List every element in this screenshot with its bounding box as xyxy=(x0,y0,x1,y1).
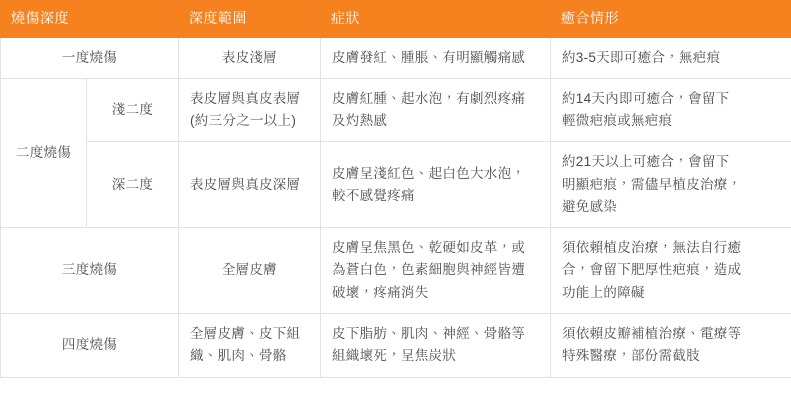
cell-degree-third: 三度燒傷 xyxy=(1,228,179,314)
cell-symptom-fourth xyxy=(321,313,551,377)
table-row xyxy=(1,78,791,142)
cell-healing-third xyxy=(551,228,791,314)
cell-symptom-third xyxy=(321,228,551,314)
text-line: 皮膚呈焦黑色、乾硬如皮革，或 xyxy=(332,240,526,256)
text-line: 約3-5天即可癒合，無疤痕 xyxy=(562,49,721,65)
text-line: 功能上的障礙 xyxy=(562,284,645,300)
cell-sub-superficial-second: 淺二度 xyxy=(87,78,179,142)
column-header-degree: 燒傷深度 xyxy=(1,1,179,38)
cell-degree-first: 一度燒傷 xyxy=(1,37,179,78)
cell-range-deep-second xyxy=(179,142,321,228)
text-line: 組織壞死，呈焦炭狀 xyxy=(332,348,457,364)
text-line: 及灼熱感 xyxy=(332,113,388,129)
cell-healing-fourth xyxy=(551,313,791,377)
text-line: 皮膚發紅、腫脹、有明顯觸痛感 xyxy=(332,49,526,65)
table-header xyxy=(1,1,791,38)
text-line: 須依賴植皮治療，無法自行癒 xyxy=(562,240,742,256)
text-line: 全層皮膚、皮下組 xyxy=(190,325,301,341)
text-line: 約14天內即可癒合，會留下 xyxy=(562,90,730,106)
cell-symptom-deep-second xyxy=(321,142,551,228)
text-line: 表皮層與真皮深層 xyxy=(190,176,301,192)
cell-degree-fourth: 四度燒傷 xyxy=(1,313,179,377)
table-row xyxy=(1,228,791,314)
text-line: 特殊醫療，部份需截肢 xyxy=(562,348,700,364)
text-line: 須依賴皮瓣補植治療、電療等 xyxy=(562,325,742,341)
cell-range-fourth xyxy=(179,313,321,377)
table-row xyxy=(1,37,791,78)
text-line: 輕微疤痕或無疤痕 xyxy=(562,113,673,129)
text-line: 明顯疤痕，需儘早植皮治療， xyxy=(562,176,742,192)
text-line: 破壞，疼痛消失 xyxy=(332,284,429,300)
text-line: 皮膚紅腫、起水泡，有劇烈疼痛 xyxy=(332,90,526,106)
text-line: 為蒼白色，色素細胞與神經皆遭 xyxy=(332,262,526,278)
column-header-healing: 癒合情形 xyxy=(551,1,791,38)
table-row xyxy=(1,142,791,228)
column-header-symptom: 症狀 xyxy=(321,1,551,38)
cell-range-first xyxy=(179,37,321,78)
text-line: 皮下脂肪、肌肉、神經、骨骼等 xyxy=(332,325,526,341)
cell-range-third xyxy=(179,228,321,314)
text-line: 合，會留下肥厚性疤痕，造成 xyxy=(562,262,742,278)
cell-healing-superficial-second xyxy=(551,78,791,142)
cell-symptom-first xyxy=(321,37,551,78)
table-body xyxy=(1,37,791,377)
text-line: (約三分之一以上) xyxy=(190,113,297,129)
text-line: 約21天以上可癒合，會留下 xyxy=(562,154,730,170)
text-line: 避免感染 xyxy=(562,198,618,214)
text-line: 全層皮膚 xyxy=(221,262,278,278)
text-line: 表皮淺層 xyxy=(221,49,278,65)
text-line: 織、肌肉、骨骼 xyxy=(190,348,287,364)
cell-healing-first xyxy=(551,37,791,78)
table-row xyxy=(1,313,791,377)
cell-symptom-superficial-second xyxy=(321,78,551,142)
cell-range-superficial-second xyxy=(179,78,321,142)
column-header-range: 深度範圍 xyxy=(179,1,321,38)
text-line: 表皮層與真皮表層 xyxy=(190,90,301,106)
table-header-row xyxy=(1,1,791,38)
text-line: 皮膚呈淺紅色、起白色大水泡， xyxy=(332,165,526,181)
cell-sub-deep-second: 深二度 xyxy=(87,142,179,228)
cell-degree-second: 二度燒傷 xyxy=(1,78,87,227)
text-line: 較不感覺疼痛 xyxy=(332,187,415,203)
cell-healing-deep-second xyxy=(551,142,791,228)
